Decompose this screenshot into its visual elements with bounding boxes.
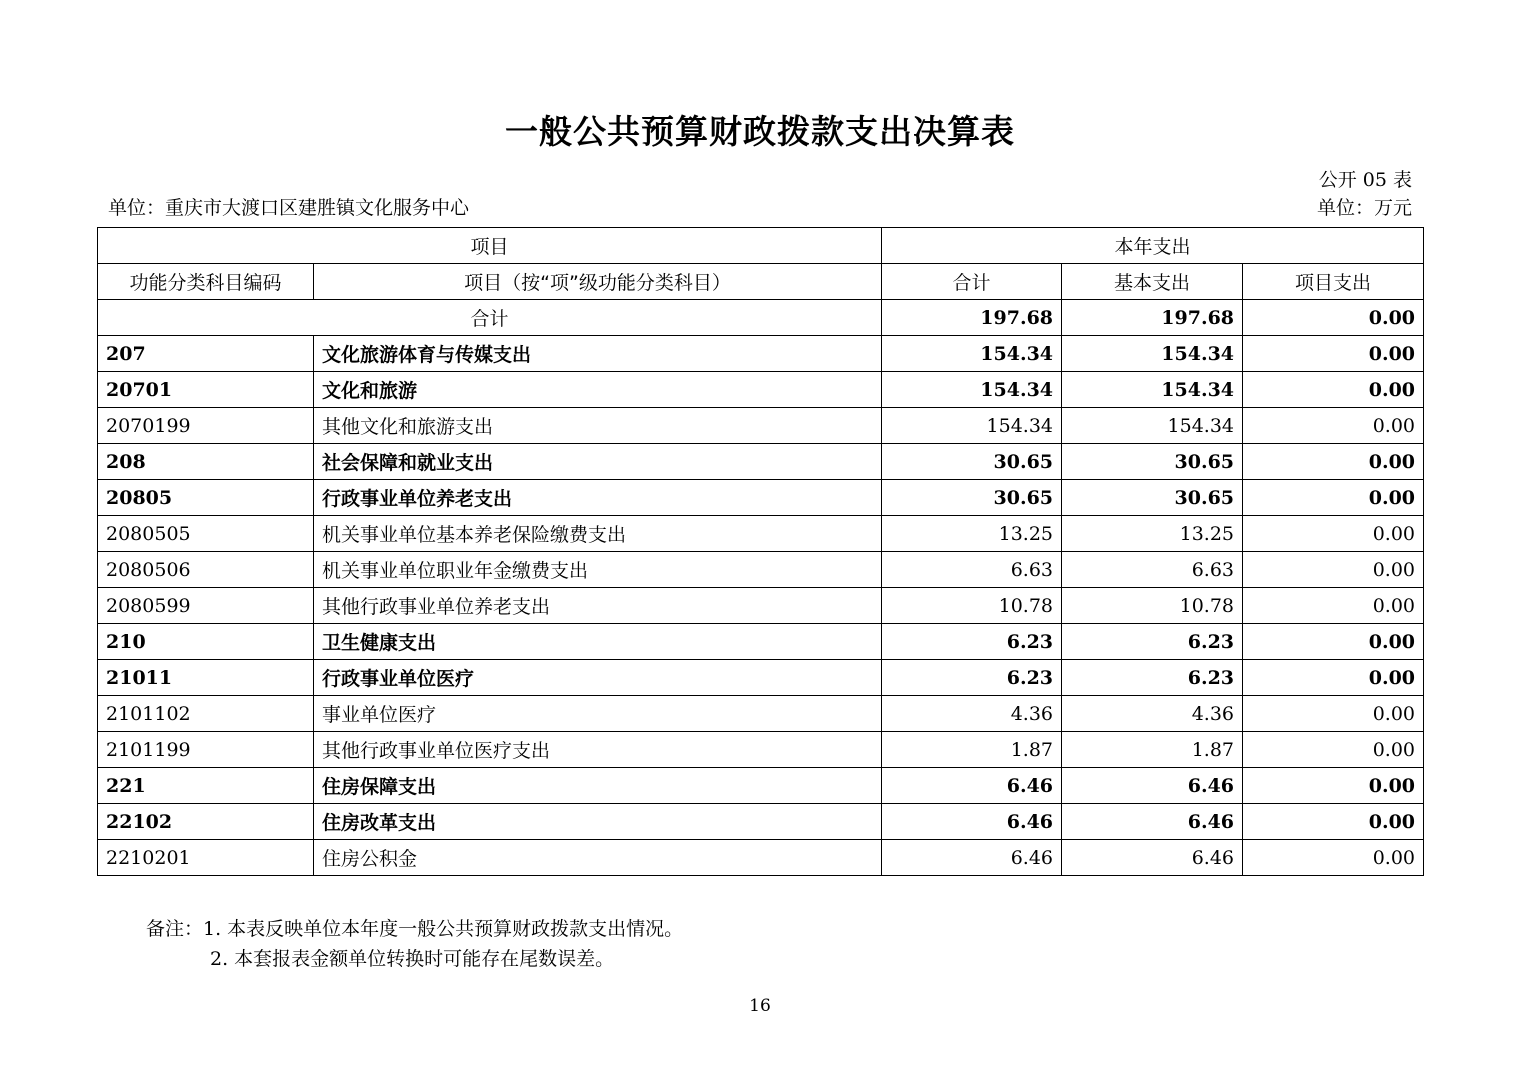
row-code: 2070199 [98,408,314,444]
row-total: 6.46 [882,768,1062,804]
row-basic: 1.87 [1062,732,1243,768]
row-basic: 154.34 [1062,408,1243,444]
notes [146,914,683,974]
note-line-2: 2. 本套报表金额单位转换时可能存在尾数误差。 [210,948,615,970]
row-name: 行政事业单位医疗 [314,660,882,696]
header-group-row [98,228,1424,264]
row-code: 22102 [98,804,314,840]
row-total: 6.23 [882,660,1062,696]
row-name: 文化和旅游 [314,372,882,408]
header-code: 功能分类科目编码 [98,264,314,300]
row-code: 210 [98,624,314,660]
row-project: 0.00 [1243,336,1424,372]
total-project: 0.00 [1243,300,1424,336]
table-row [98,552,1424,588]
row-basic: 6.46 [1062,840,1243,876]
row-total: 6.63 [882,552,1062,588]
row-name: 住房公积金 [314,840,882,876]
row-basic: 154.34 [1062,336,1243,372]
row-total: 30.65 [882,480,1062,516]
row-code: 2080505 [98,516,314,552]
row-basic: 13.25 [1062,516,1243,552]
row-project: 0.00 [1243,732,1424,768]
row-name: 机关事业单位职业年金缴费支出 [314,552,882,588]
row-basic: 4.36 [1062,696,1243,732]
row-project: 0.00 [1243,480,1424,516]
total-label: 合计 [98,300,882,336]
row-basic: 30.65 [1062,480,1243,516]
row-name: 行政事业单位养老支出 [314,480,882,516]
total-basic: 197.68 [1062,300,1243,336]
row-code: 221 [98,768,314,804]
header-expense-group: 本年支出 [882,228,1424,264]
row-code: 2080599 [98,588,314,624]
row-basic: 6.46 [1062,768,1243,804]
row-code: 207 [98,336,314,372]
table-row [98,372,1424,408]
row-total: 4.36 [882,696,1062,732]
row-project: 0.00 [1243,768,1424,804]
table-row [98,840,1424,876]
reporting-unit: 单位：重庆市大渡口区建胜镇文化服务中心 [108,197,470,219]
row-name: 社会保障和就业支出 [314,444,882,480]
row-total: 30.65 [882,444,1062,480]
row-total: 154.34 [882,372,1062,408]
form-number: 公开 05 表 [1318,169,1412,191]
header-row [98,264,1424,300]
total-row [98,300,1424,336]
row-name: 住房改革支出 [314,804,882,840]
row-total: 13.25 [882,516,1062,552]
table-row [98,480,1424,516]
row-code: 2101102 [98,696,314,732]
row-name: 其他文化和旅游支出 [314,408,882,444]
row-name: 文化旅游体育与传媒支出 [314,336,882,372]
row-code: 20701 [98,372,314,408]
header-item-group: 项目 [98,228,882,264]
row-project: 0.00 [1243,840,1424,876]
header-project: 项目支出 [1243,264,1424,300]
header-total: 合计 [882,264,1062,300]
row-total: 6.46 [882,840,1062,876]
row-name: 事业单位医疗 [314,696,882,732]
page-title: 一般公共预算财政拨款支出决算表 [505,112,1015,151]
row-total: 1.87 [882,732,1062,768]
row-basic: 10.78 [1062,588,1243,624]
row-code: 2080506 [98,552,314,588]
row-project: 0.00 [1243,624,1424,660]
row-code: 21011 [98,660,314,696]
table-row [98,804,1424,840]
row-project: 0.00 [1243,804,1424,840]
header-basic: 基本支出 [1062,264,1243,300]
row-total: 6.23 [882,624,1062,660]
note-line-1: 备注：1. 本表反映单位本年度一般公共预算财政拨款支出情况。 [146,918,684,940]
row-code: 2210201 [98,840,314,876]
row-basic: 6.63 [1062,552,1243,588]
currency-unit: 单位：万元 [1316,197,1412,219]
row-project: 0.00 [1243,516,1424,552]
row-project: 0.00 [1243,444,1424,480]
row-total: 154.34 [882,336,1062,372]
table-row [98,516,1424,552]
row-project: 0.00 [1243,696,1424,732]
table-row [98,408,1424,444]
row-basic: 30.65 [1062,444,1243,480]
row-name: 其他行政事业单位养老支出 [314,588,882,624]
table-row [98,696,1424,732]
table-row [98,624,1424,660]
page-number: 16 [749,996,771,1016]
row-total: 6.46 [882,804,1062,840]
row-name: 其他行政事业单位医疗支出 [314,732,882,768]
row-basic: 154.34 [1062,372,1243,408]
row-basic: 6.23 [1062,660,1243,696]
row-code: 20805 [98,480,314,516]
header-name: 项目（按“项”级功能分类科目） [314,264,882,300]
table-row [98,588,1424,624]
row-code: 2101199 [98,732,314,768]
table-row [98,444,1424,480]
row-project: 0.00 [1243,588,1424,624]
row-total: 10.78 [882,588,1062,624]
row-project: 0.00 [1243,552,1424,588]
row-basic: 6.23 [1062,624,1243,660]
table-row [98,732,1424,768]
row-name: 机关事业单位基本养老保险缴费支出 [314,516,882,552]
row-project: 0.00 [1243,408,1424,444]
row-project: 0.00 [1243,372,1424,408]
table-row [98,768,1424,804]
row-code: 208 [98,444,314,480]
expenditure-table [97,227,1424,876]
table-row [98,660,1424,696]
row-name: 住房保障支出 [314,768,882,804]
row-basic: 6.46 [1062,804,1243,840]
total-amount: 197.68 [882,300,1062,336]
row-project: 0.00 [1243,660,1424,696]
row-total: 154.34 [882,408,1062,444]
table-row [98,336,1424,372]
row-name: 卫生健康支出 [314,624,882,660]
